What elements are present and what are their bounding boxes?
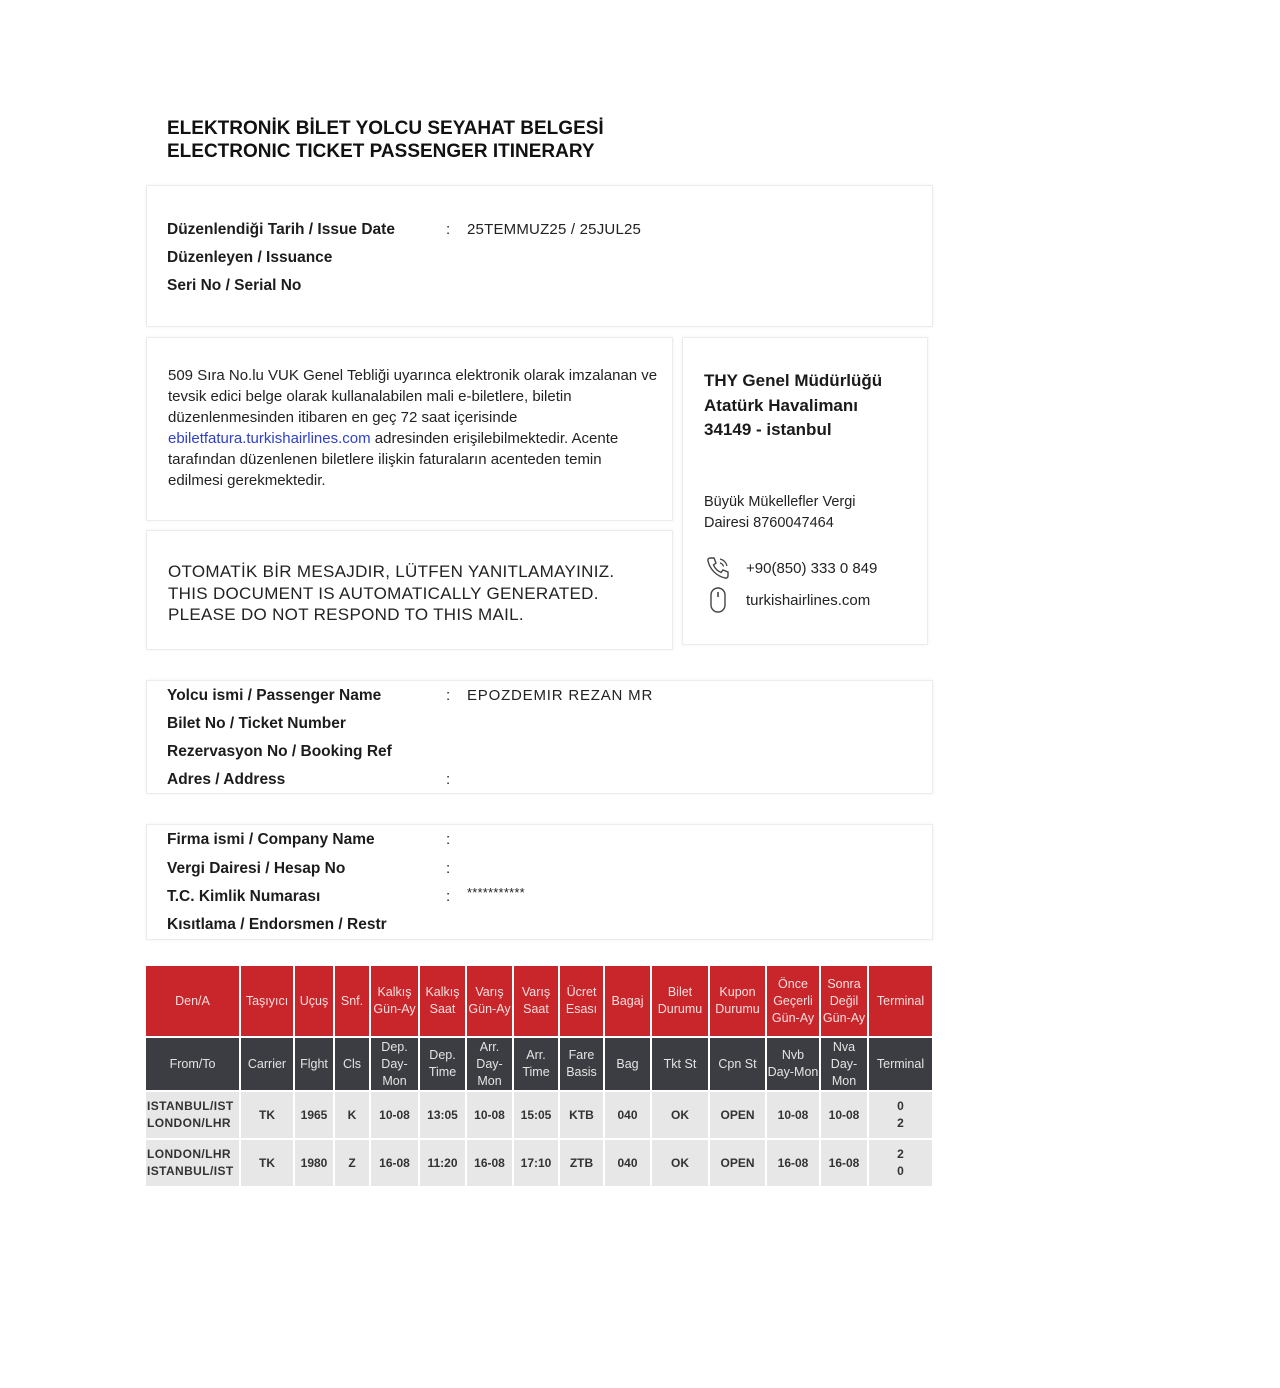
header-en-cell: Arr. Day-Mon	[466, 1037, 513, 1091]
tc-id-label: T.C. Kimlik Numarası	[167, 888, 321, 905]
document-title-tr: ELEKTRONİK BİLET YOLCU SEYAHAT BELGESİ	[167, 118, 604, 139]
passenger-name-value: EPOZDEMIR REZAN MR	[467, 687, 654, 704]
cell-flight: 1965	[294, 1091, 334, 1139]
website-row	[704, 586, 871, 614]
header-en-cell: Tkt St	[651, 1037, 709, 1091]
legal-text-after: adresinden erişilebilmektedir. Acente tarafından düzenlenen biletlere ilişkin faturaların acenteden temin edilmesi gerekmektedir.	[168, 430, 619, 489]
office-line1: THY Genel Müdürlüğü	[704, 371, 883, 390]
issuance-label: Düzenleyen / Issuance	[167, 249, 333, 266]
tax-office-text: Büyük Mükellefler Vergi Dairesi 8760047464	[704, 494, 856, 531]
address-label: Adres / Address	[167, 771, 286, 788]
flights-table	[146, 966, 932, 1188]
route-from: LONDON/LHR	[147, 1147, 231, 1161]
header-en-cell: Arr. Time	[513, 1037, 559, 1091]
header-en-cell: Carrier	[240, 1037, 294, 1091]
table-row	[146, 1091, 932, 1139]
header-en-cell: Dep. Day-Mon	[370, 1037, 419, 1091]
route-to: ISTANBUL/IST	[147, 1164, 234, 1178]
terminal-arr: 0	[897, 1164, 904, 1178]
header-tr-cell: Terminal	[868, 966, 932, 1037]
company-info-box	[146, 824, 933, 940]
terminal-dep: 2	[897, 1147, 904, 1161]
office-info-box	[682, 337, 928, 645]
passenger-name-label: Yolcu ismi / Passenger Name	[167, 687, 382, 704]
auto-message-line2: THIS DOCUMENT IS AUTOMATICALLY GENERATED.	[168, 583, 599, 603]
cell-nvb: 10-08	[766, 1091, 820, 1139]
document-title-en: ELECTRONIC TICKET PASSENGER ITINERARY	[167, 141, 595, 162]
passenger-info-box	[146, 680, 933, 794]
restriction-label: Kısıtlama / Endorsmen / Restr	[167, 916, 387, 933]
cell-arr-time: 17:10	[513, 1139, 559, 1187]
cell-dep-day: 10-08	[370, 1091, 419, 1139]
ticket-number-label: Bilet No / Ticket Number	[167, 715, 346, 732]
header-tr-cell: Taşıyıcı	[240, 966, 294, 1037]
header-tr-cell: Kupon Durumu	[709, 966, 766, 1037]
header-en-cell: From/To	[146, 1037, 240, 1091]
tc-id-value: ***********	[467, 885, 525, 900]
terminal-cell	[868, 1091, 932, 1139]
address-colon: :	[446, 771, 451, 788]
auto-message-line3: PLEASE DO NOT RESPOND TO THIS MAIL.	[168, 605, 524, 624]
cell-cpn-st: OPEN	[709, 1091, 766, 1139]
header-en-cell: Nva Day-Mon	[820, 1037, 868, 1091]
terminal-dep: 0	[897, 1099, 904, 1113]
auto-message-box	[146, 530, 673, 650]
header-tr-cell: Varış Gün-Ay	[466, 966, 513, 1037]
booking-ref-label: Rezervasyon No / Booking Ref	[167, 743, 392, 760]
legal-text-before: 509 Sıra No.lu VUK Genel Tebliği uyarınca elektronik olarak imzalanan ve tevsik edici belge olarak kullanalabilen mali e-biletlere, biletin düzenlenmesinden itibaren en geç 72 saat içerisinde	[168, 367, 658, 426]
issue-date-label: Düzenlendiği Tarih / Issue Date	[167, 221, 395, 238]
route-cell	[146, 1091, 240, 1139]
cell-carrier: TK	[240, 1139, 294, 1187]
website-link[interactable]: turkishairlines.com	[746, 591, 871, 609]
company-name-label: Firma ismi / Company Name	[167, 831, 375, 848]
issue-date-colon: :	[446, 221, 451, 238]
cell-nvb: 16-08	[766, 1139, 820, 1187]
issue-date-value: 25TEMMUZ25 / 25JUL25	[467, 221, 642, 238]
auto-message-text	[168, 561, 614, 626]
cell-tkt-st: OK	[651, 1139, 709, 1187]
cell-fare-basis: ZTB	[559, 1139, 604, 1187]
table-header-tr	[146, 966, 932, 1037]
tax-account-label: Vergi Dairesi / Hesap No	[167, 860, 346, 877]
route-cell	[146, 1139, 240, 1187]
table-header-en	[146, 1037, 932, 1091]
cell-bag: 040	[604, 1091, 651, 1139]
header-en-cell: Bag	[604, 1037, 651, 1091]
header-en-cell: Cpn St	[709, 1037, 766, 1091]
cell-arr-day: 16-08	[466, 1139, 513, 1187]
auto-message-line1: OTOMATİK BİR MESAJDIR, LÜTFEN YANITLAMAYINIZ.	[168, 562, 615, 581]
header-tr-cell: Kalkış Saat	[419, 966, 466, 1037]
cell-bag: 040	[604, 1139, 651, 1187]
cell-cpn-st: OPEN	[709, 1139, 766, 1187]
cell-tkt-st: OK	[651, 1091, 709, 1139]
legal-notice-box	[146, 337, 673, 521]
ebilet-link[interactable]: ebiletfatura.turkishairlines.com	[168, 430, 371, 447]
company-name-colon: :	[446, 831, 451, 848]
header-tr-cell: Sonra Değil Gün-Ay	[820, 966, 868, 1037]
tc-id-colon: :	[446, 888, 451, 905]
cell-nva: 10-08	[820, 1091, 868, 1139]
serial-label: Seri No / Serial No	[167, 277, 302, 294]
phone-icon	[704, 554, 732, 582]
header-tr-cell: Uçuş	[294, 966, 334, 1037]
table-row	[146, 1139, 932, 1187]
cell-fare-basis: KTB	[559, 1091, 604, 1139]
route-from: ISTANBUL/IST	[147, 1099, 234, 1113]
cell-dep-time: 11:20	[419, 1139, 466, 1187]
terminal-cell	[868, 1139, 932, 1187]
cell-arr-time: 15:05	[513, 1091, 559, 1139]
office-address	[704, 369, 882, 443]
cell-dep-day: 16-08	[370, 1139, 419, 1187]
cell-nva: 16-08	[820, 1139, 868, 1187]
document-title	[167, 117, 604, 163]
header-en-cell: Cls	[334, 1037, 370, 1091]
header-tr-cell: Önce Geçerli Gün-Ay	[766, 966, 820, 1037]
header-en-cell: Flght	[294, 1037, 334, 1091]
header-en-cell: Fare Basis	[559, 1037, 604, 1091]
header-tr-cell: Bilet Durumu	[651, 966, 709, 1037]
cell-cls: K	[334, 1091, 370, 1139]
office-line2: Atatürk Havalimanı	[704, 395, 858, 415]
office-line3: 34149 - istanbul	[704, 420, 832, 439]
mouse-icon	[704, 586, 732, 614]
terminal-arr: 2	[897, 1116, 904, 1130]
cell-flight: 1980	[294, 1139, 334, 1187]
header-en-cell: Terminal	[868, 1037, 932, 1091]
phone-row	[704, 554, 878, 582]
header-tr-cell: Ücret Esası	[559, 966, 604, 1037]
cell-arr-day: 10-08	[466, 1091, 513, 1139]
phone-number[interactable]: +90(850) 333 0 849	[746, 559, 878, 577]
issue-info-box	[146, 185, 933, 327]
cell-cls: Z	[334, 1139, 370, 1187]
legal-notice-text	[168, 365, 658, 491]
header-tr-cell: Kalkış Gün-Ay	[370, 966, 419, 1037]
header-tr-cell: Varış Saat	[513, 966, 559, 1037]
tax-account-colon: :	[446, 860, 451, 877]
cell-dep-time: 13:05	[419, 1091, 466, 1139]
cell-carrier: TK	[240, 1091, 294, 1139]
header-tr-cell: Bagaj	[604, 966, 651, 1037]
passenger-name-colon: :	[446, 687, 451, 704]
header-tr-cell: Snf.	[334, 966, 370, 1037]
route-to: LONDON/LHR	[147, 1116, 231, 1130]
header-en-cell: Nvb Day-Mon	[766, 1037, 820, 1091]
header-en-cell: Dep. Time	[419, 1037, 466, 1091]
header-tr-cell: Den/A	[146, 966, 240, 1037]
